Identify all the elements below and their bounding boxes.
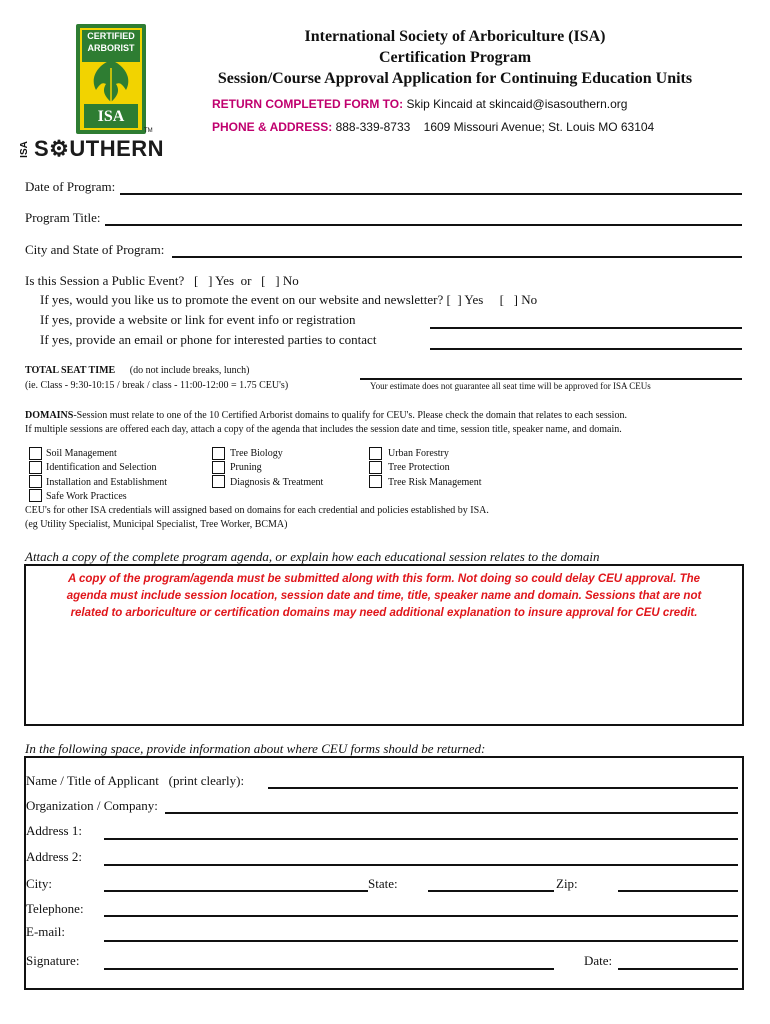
telephone-line[interactable] bbox=[104, 915, 738, 917]
header-line-3: Session/Course Approval Application for Continuing Education Units bbox=[217, 70, 693, 87]
state-label: State: bbox=[368, 876, 398, 891]
phone-label: PHONE & ADDRESS: bbox=[212, 120, 333, 134]
seat-time-example: (ie. Class - 9:30-10:15 / break / class - 11:00-12:00 = 1.75 CEU's) bbox=[25, 380, 289, 391]
other-credentials-examples: (eg Utility Specialist, Municipal Specialist, Tree Worker, BCMA) bbox=[25, 519, 288, 530]
program-title-label: Program Title: bbox=[25, 210, 101, 225]
agenda-warning bbox=[24, 571, 744, 622]
contact-line[interactable] bbox=[430, 348, 742, 350]
signature-label: Signature: bbox=[26, 953, 80, 968]
return-value: Skip Kincaid at skincaid@isasouthern.org bbox=[406, 97, 628, 111]
address1-label: Address 1: bbox=[26, 823, 82, 838]
address1-line[interactable] bbox=[104, 838, 738, 840]
chapter-name: S⚙UTHERN bbox=[34, 136, 165, 161]
domain-label: Installation and Establishment bbox=[46, 477, 168, 488]
return-box bbox=[24, 756, 744, 990]
date-label: Date: bbox=[584, 953, 613, 968]
domain-checkbox[interactable] bbox=[29, 447, 42, 460]
domains-intro-text: -Session must relate to one of the 10 Certified Arborist domains to qualify for CEU's. Please check the domain that relates to each session. bbox=[73, 410, 627, 421]
applicant-name-line[interactable] bbox=[268, 787, 738, 789]
agenda-warning-line-3: related to arboriculture or certification domains may need additional explanation to insure approval for CEU credit. bbox=[70, 607, 698, 619]
header-line-2: Certification Program bbox=[378, 49, 532, 66]
domain-checkbox[interactable] bbox=[212, 475, 225, 488]
email-label: E-mail: bbox=[26, 924, 65, 939]
domain-checkbox[interactable] bbox=[212, 447, 225, 460]
organization-label: Organization / Company: bbox=[26, 798, 158, 813]
city-state-label: City and State of Program: bbox=[25, 242, 165, 257]
date-line[interactable] bbox=[618, 968, 738, 970]
header-title bbox=[180, 26, 730, 89]
organization-line[interactable] bbox=[165, 812, 738, 814]
state-line[interactable] bbox=[428, 890, 554, 892]
promote-question[interactable]: If yes, would you like us to promote the event on our website and newsletter? [ ] Yes [ ] No bbox=[40, 292, 538, 307]
domain-label: Pruning bbox=[230, 462, 262, 473]
header-line-1: International Society of Arboriculture (ISA) bbox=[304, 28, 606, 45]
seat-time-line[interactable] bbox=[360, 378, 742, 380]
seat-time-title: TOTAL SEAT TIME bbox=[25, 365, 116, 376]
return-label: RETURN COMPLETED FORM TO: bbox=[212, 97, 404, 111]
return-heading: In the following space, provide information about where CEU forms should be returned: bbox=[25, 741, 486, 756]
domain-checkbox[interactable] bbox=[369, 461, 382, 474]
seat-time-label bbox=[25, 365, 249, 376]
address2-line[interactable] bbox=[104, 864, 738, 866]
isa-southern-logo bbox=[18, 24, 192, 164]
domain-label: Safe Work Practices bbox=[46, 491, 127, 502]
domain-label: Identification and Selection bbox=[46, 462, 157, 473]
other-credentials-note: CEU's for other ISA credentials will assigned based on domains for each credential and policies established by ISA. bbox=[25, 505, 489, 516]
applicant-name-label: Name / Title of Applicant (print clearly): bbox=[26, 773, 245, 788]
date-of-program-label: Date of Program: bbox=[25, 179, 116, 194]
domain-label: Diagnosis & Treatment bbox=[230, 477, 324, 488]
seat-time-note: (do not include breaks, lunch) bbox=[129, 365, 250, 376]
website-label: If yes, provide a website or link for event info or registration bbox=[40, 312, 356, 327]
domains-title: DOMAINS bbox=[25, 410, 74, 421]
zip-label: Zip: bbox=[556, 876, 578, 891]
return-to bbox=[212, 97, 627, 111]
badge-isa: ISA bbox=[97, 108, 125, 125]
agenda-warning-line-2: agenda must include session location, session date and time, title, speaker name and domain. Sessions that are not bbox=[66, 590, 702, 602]
chapter-prefix: ISA bbox=[18, 141, 30, 158]
seat-time-disclaimer: Your estimate does not guarantee all seat time will be approved for ISA CEUs bbox=[370, 381, 651, 391]
domain-label: Urban Forestry bbox=[388, 448, 449, 459]
city-state-line[interactable] bbox=[172, 256, 742, 258]
telephone-label: Telephone: bbox=[26, 901, 84, 916]
domain-checkbox[interactable] bbox=[29, 489, 42, 502]
signature-line[interactable] bbox=[104, 968, 554, 970]
city-line[interactable] bbox=[104, 890, 368, 892]
domain-checkbox[interactable] bbox=[29, 461, 42, 474]
zip-line[interactable] bbox=[618, 890, 738, 892]
agenda-warning-line-1: A copy of the program/agenda must be submitted along with this form. Not doing so could delay CEU approval. The bbox=[67, 573, 701, 585]
domains-intro bbox=[25, 410, 627, 421]
address2-label: Address 2: bbox=[26, 849, 82, 864]
domain-label: Soil Management bbox=[46, 448, 117, 459]
domain-checkbox[interactable] bbox=[369, 475, 382, 488]
program-title-line[interactable] bbox=[105, 224, 742, 226]
phone-address bbox=[212, 120, 654, 134]
badge-certified: CERTIFIED bbox=[87, 31, 135, 41]
domain-label: Tree Protection bbox=[388, 462, 450, 473]
domain-checkbox[interactable] bbox=[29, 475, 42, 488]
website-line[interactable] bbox=[430, 327, 742, 329]
domain-checkbox[interactable] bbox=[369, 447, 382, 460]
domain-label: Tree Risk Management bbox=[388, 477, 482, 488]
date-of-program-line[interactable] bbox=[120, 193, 742, 195]
domain-label: Tree Biology bbox=[230, 448, 283, 459]
city-label: City: bbox=[26, 876, 53, 891]
domain-checkbox[interactable] bbox=[212, 461, 225, 474]
domains-intro-2: If multiple sessions are offered each day, attach a copy of the agenda that includes the session date and time, session title, speaker name, and domain. bbox=[25, 424, 622, 435]
badge-tm: TM bbox=[144, 128, 153, 134]
contact-label: If yes, provide an email or phone for interested parties to contact bbox=[40, 332, 377, 347]
badge-arborist: ARBORIST bbox=[87, 43, 135, 53]
agenda-heading: Attach a copy of the complete program agenda, or explain how each educational session relates to the domain bbox=[25, 549, 600, 564]
public-event-question[interactable]: Is this Session a Public Event? [ ] Yes or [ ] No bbox=[25, 273, 299, 288]
email-line[interactable] bbox=[104, 940, 738, 942]
phone-value: 888-339-8733 1609 Missouri Avenue; St. Louis MO 63104 bbox=[335, 120, 655, 134]
